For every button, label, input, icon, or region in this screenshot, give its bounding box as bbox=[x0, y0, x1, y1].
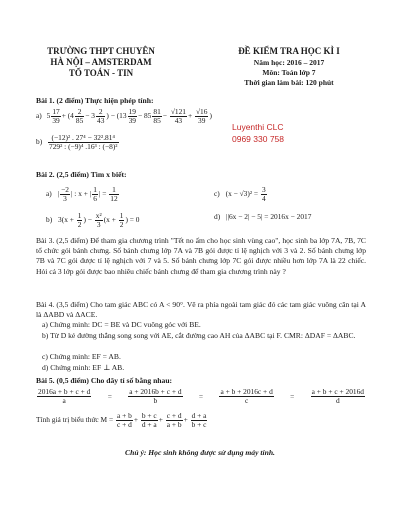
bai5-ratio-4: $\frac{a + b + c + 2016d}{d}$ bbox=[311, 387, 364, 405]
exam-title: ĐỀ KIỂM TRA HỌC KÌ I bbox=[238, 46, 340, 56]
bai3-text: Bài 3. (2,5 điểm) Để tham gia chương trình "Tết no ấm cho học sinh vùng cao", học sinh ba lớp 7A, 7B, 7C tổ chức gói bánh chưng. Số bánh chưng lớp 7A và 7B gói được tỉ lệ nghịch với 3 và 2. Số bánh chưng lớp 7B và 7C gói được tỉ lệ nghịch với 7 và 5. Số bánh chưng lớp 7C gói được nhiều hơn lớp 7A là 22 chiếc. Hỏi cả 3 lớp gói được bao nhiêu chiếc bánh chưng để tham gia chương trình này ? bbox=[36, 236, 366, 276]
school-year: Năm học: 2016 – 2017 bbox=[253, 58, 325, 67]
school-name-line2: HÀ NỘI – AMSTERDAM bbox=[50, 57, 152, 67]
bai5-title: Bài 5. (0,5 điểm) Cho dãy tỉ số bằng nhau: bbox=[36, 376, 173, 385]
bai5-ratio-1: $\frac{2016a + b + c + d}{a}$ bbox=[38, 387, 91, 405]
bai2-c: c) (x − √3)² = $\frac{3}{4}$ bbox=[214, 185, 266, 203]
bai2-title: Bài 2. (2,5 điểm) Tìm x biết: bbox=[36, 170, 127, 179]
bai5-task: Tính giá trị biểu thức M = $\frac{a + b}{c + d}$ + $\frac{b + c}{d + a}$ + $\frac{c + d}{a + b}$ + $\frac{d + a}{b + c}$ bbox=[36, 411, 207, 429]
school-name-line1: TRƯỜNG THPT CHUYÊN bbox=[47, 46, 155, 56]
bai2-a: a) | $\frac{-2}{3}$ | : x + | $\frac{1}{6}$ | = $\frac{1}{12}$ bbox=[46, 185, 118, 203]
bai4-intro: Bài 4. (3,5 điểm) Cho tam giác ABC có A < 90°. Vẽ ra phía ngoài tam giác đó các tam giác vuông cân tại A là ΔABD và ΔACE. bbox=[36, 300, 366, 320]
watermark-name: Luyenthi CLC bbox=[232, 122, 284, 132]
footer-note: Chú ý: Học sinh không được sử dụng máy tính. bbox=[125, 448, 275, 457]
bai5-ratio-2: $\frac{a + 2016b + c + d}{b}$ bbox=[129, 387, 182, 405]
bai4-a: a) Chứng minh: DC = BE và DC vuông góc với BE. bbox=[42, 320, 201, 329]
subject: Môn: Toán lớp 7 bbox=[262, 68, 316, 77]
watermark-phone: 0969 330 758 bbox=[232, 134, 284, 144]
bai1-title: Bài 1. (2 điểm) Thực hiện phép tính: bbox=[36, 96, 154, 105]
bai4-d: d) Chứng minh: EF ⊥ AB. bbox=[42, 363, 125, 372]
bai5-ratio-3: $\frac{a + b + 2016c + d}{c}$ bbox=[220, 387, 273, 405]
duration: Thời gian làm bài: 120 phút bbox=[244, 78, 334, 87]
bai1-b: b) $\frac{\text{(−12)² . 27⁴ − 32².81⁴}}{\text{729² : (−9)⁴ .16³ : (−8)²}}$ bbox=[36, 133, 118, 151]
bai2-b: b) 3(x + $\frac{1}{2}$ ) − $\frac{\text{x²}}{3}$ (x + $\frac{1}{2}$ ) = 0 bbox=[46, 211, 140, 229]
bai1-a: a) 5 $\frac{17}{39}$ + (4 $\frac{2}{85}$ − 3 $\frac{2}{43}$ ) − (13 $\frac{19}{39}$ − 85 $\frac{81}{85}$ − $\frac{√121}{43}$ + $\frac{√16}{39}$ ) bbox=[36, 107, 212, 125]
bai5-ratios: $\frac{2016a + b + c + d}{a}$ = $\frac{a + 2016b + c + d}{b}$ = $\frac{a + b + 2016c + d}{c}$ = $\frac{a + b + c + 2016d}{d}$ bbox=[38, 387, 364, 405]
department-name: TỔ TOÁN - TIN bbox=[68, 68, 134, 78]
bai4-b: b) Từ D kẻ đường thẳng song song với AE, cắt đường cao AH của ΔABC tại F. CMR: ΔDAF = ΔABC. bbox=[42, 331, 356, 340]
bai1-b-denominator: 729² : (−9)⁴ .16³ : (−8)² bbox=[49, 142, 118, 151]
bai1-b-numerator: (−12)² . 27⁴ − 32².81⁴ bbox=[48, 134, 118, 143]
bai4-c: c) Chứng minh: EF = AB. bbox=[42, 352, 121, 361]
bai2-d: d) ||6x − 2| − 5| = 2016x − 2017 bbox=[214, 212, 312, 221]
